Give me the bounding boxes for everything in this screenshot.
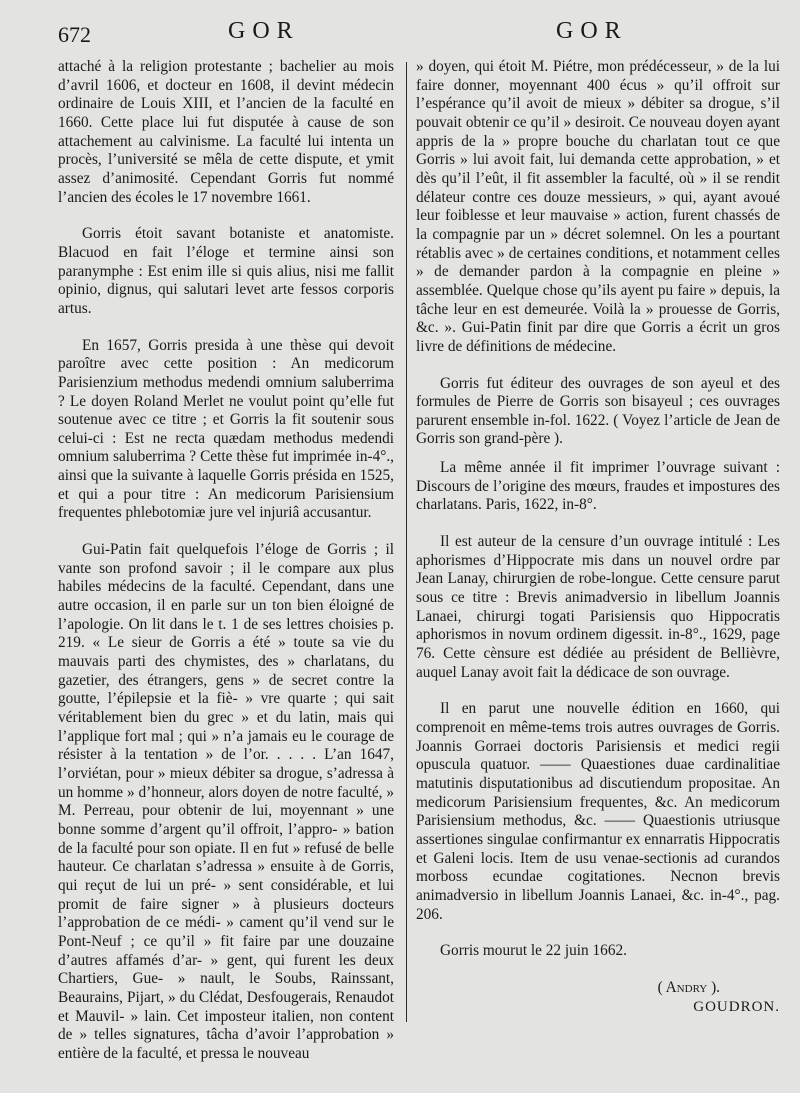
running-header xyxy=(58,18,772,50)
paragraph-gui-patin: Gui-Patin fait quelquefois l’éloge de Gorris ; il vante son profond savoir ; il le compare aux plus habiles médecins de la faculté. Cependant, dans une autre occasion, il en parle sur un ton bien éloigné de l’apologie. On lit dans le t. 1 de ses lettres choisies p. 219. « Le sieur de Gorris a été » toute sa vie du mauvais parti des chymistes, des » charlatans, du gazetier, des étrangers, gens » de secret contre la goutte, l’épilepsie et la fiè- » vre quarte ; qui sait véritablement bien du grec » et du latin, mais qui l’applique fort mal ; qui » n’a jamais eu le courage de résister à la tentation » de l’or. . . . . L’an 1647, l’orviétan, pour » mieux débiter sa drogue, s’adressa à un homme » d’honneur, alors doyen de notre faculté, » M. Perreau, pour obtenir de lui, moyennant » une bonne somme d’argent qu’il offroit, l’appro- » bation de la faculté pour son opiate. Il en fut » refusé de belle hauteur. Ce charlatan s’adressa » ensuite à de Gorris, qui reçut de lui un pré- » sent considérable, et lui promit de faire signer » à plusieurs docteurs l’approbation de ce médi- » cament qu’il vend sur le Pont-Neuf ; ce qu’il » fit faire par une douzaine d’autres affamés d’ar- » gent, qui furent les deux Chartiers, Gue- » nault, le Soubs, Rainssant, Beaurains, Pijart, » du Clédat, Desfougerais, Renaudot et Mauvil- » lain. Cet imposteur italien, non content de » telles signatures, tâcha d’avoir l’approbation » entière de la faculté, et pressa le nouveau xyxy=(58,541,394,1062)
right-running-title: GOR xyxy=(556,18,628,44)
paragraph-quote-continuation: » doyen, qui étoit M. Piétre, mon prédécesseur, » de la lui faire donner, moyennant 400 écus » qu’il offroit sur l’espérance qu’il avoit de mieux » débiter sa drogue, s’il pouvait obtenir ce qu’il » desiroit. Ce nouveau doyen ayant appris de la » propre bouche du charlatan tout ce que Gorris » lui avoit fait, lui demanda cette approbation, » et dès qu’il l’eût, il fit assembler la faculté, où » il se rendit délateur contre ces douze messieurs, » qui, ayant avoué leur foiblesse et leur mauvaise » action, furent chassés de la compagnie par un » décret solemnel. On les a pourtant rétablis avec » de certaines conditions, et notamment celles » de demander pardon à la compagnie en pleine » assemblée. Quelque chose qu’ils ayent pu faire » depuis, la tâche leur en est demeurée. Voilà la » prouesse de Gorris, &c. ». Gui-Patin finit par dire que Gorris a écrit un gros livre de définitions de médecine. xyxy=(416,58,780,355)
page-number: 672 xyxy=(58,22,91,47)
right-column xyxy=(416,58,780,1016)
paragraph-censure: Il est auteur de la censure d’un ouvrage intitulé : Les aphorismes d’Hippocrate mis dans un nouvel ordre par Jean Lanay, chirurgien de robe-longue. Cette censure parut sous ce titre : Brevis animadversio in libellum Joannis Lanaei, chirurgi togati Parisiensis quo Hippocratis aphorismos in novum ordinem digessit. in-8°., 1629, page 76. Cette cènsure est dédiée au président de Bellièvre, auquel Lanay avoit fait la dédicace de son ouvrage. xyxy=(416,533,780,681)
paragraph-continuation: attaché à la religion protestante ; bachelier au mois d’avril 1606, et docteur en 1608, il devint médecin ordinaire de Louis XIII, et l’ancien de la faculté en 1660. Cette place lui fut disputée à cause de son attachement au calvinisme. La faculté lui intenta un procès, l’université se mêla de cette dispute, et ymit assez d’animosité. Cependant Gorris fut nommé l’ancien des écoles le 17 novembre 1661. xyxy=(58,58,394,206)
column-divider xyxy=(406,62,407,1022)
paragraph-death: Gorris mourut le 22 juin 1662. xyxy=(440,942,627,960)
paragraph-editor: Gorris fut éditeur des ouvrages de son ayeul et des formules de Pierre de Gorris son bisayeul ; ces ouvrages parurent ensemble in-fol. 1622. ( Voyez l’article de Jean de Gorris son grand-père ). xyxy=(416,374,780,448)
author-signature-secondary: GOUDRON. xyxy=(693,998,780,1015)
left-column xyxy=(58,58,394,1063)
left-running-title: GOR xyxy=(228,18,300,44)
paragraph-new-edition: Il en parut une nouvelle édition en 1660, qui comprenoit en même-tems trois autres ouvrages de Gorris. Joannis Gorraei doctoris Parisiensis et medici regii opuscula quatuor. —— Quaestiones duae cardinalitiae matutinis disputationibus ad discutiendum propositae. An medicorum Parisiensium frequentes, &c. An medicorum Parisiensium methodus, &c. —— Quaestionis utriusque assertiones singulae confirmantur ex ennarratis Hippocratis et Galeni locis. Item de usu venae-sectionis ad curandos morboss ecundae cogitationes. Necnon brevis animadversio in libellum Joannis Lanaei, &c. in-4°., pag. 206. xyxy=(416,700,780,923)
paragraph-discours: La même année il fit imprimer l’ouvrage suivant : Discours de l’origine des mœurs, fraudes et impostures des charlatans. Paris, 1622, in-8°. xyxy=(416,459,780,514)
author-signature: ( Andry ). xyxy=(657,978,720,996)
paragraph-thesis: En 1657, Gorris presida à une thèse qui devoit paroître avec cette position : An medicorum Parisienzium methodus medendi omnium saluberrima ? Le doyen Roland Merlet ne voulut point qu’elle fut soutenue avec ce titre ; et Gorris la fit soutenir sous celui-ci : Est ne recta quædam methodus medendi omnium saluberrima ? Cette thèse fut imprimée in-4°., ainsi que la suivante à laquelle Gorris présida en 1525, et qui a pour titre : An medicorum Parisiensium frequentes phlebotomiæ jure vel injuriâ accusantur. xyxy=(58,336,394,522)
paragraph-botanist: Gorris étoit savant botaniste et anatomiste. Blacuod en fait l’éloge et termine ainsi son paranymphe : Est enim ille si quis alius, nisi me fallit opinio, dignus, qui salutari levet arte fessos corporis artus. xyxy=(58,225,394,317)
